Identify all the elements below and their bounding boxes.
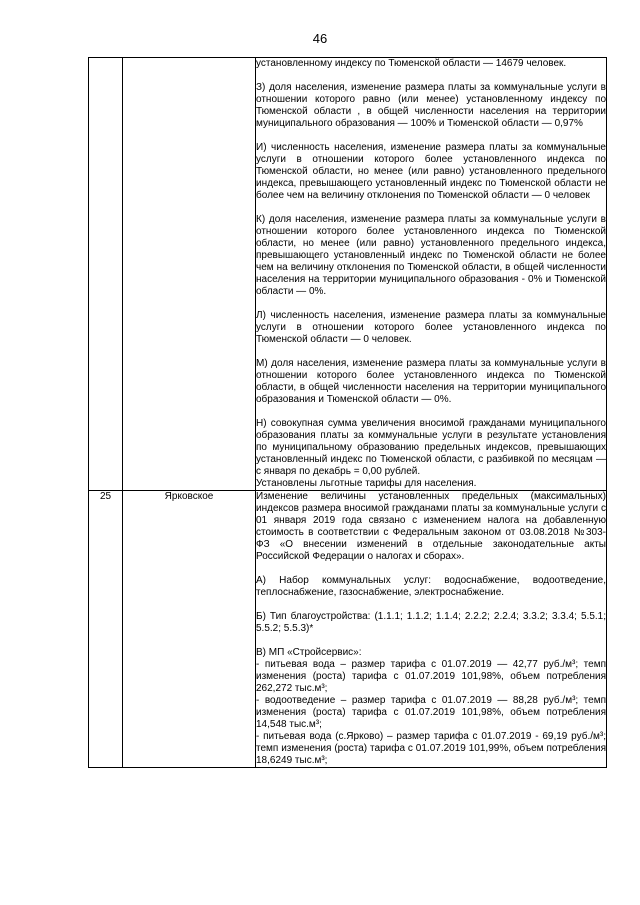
paragraph: В) МП «Стройсервис»:: [256, 647, 362, 658]
spacer: [256, 70, 606, 82]
paragraph: Н) совокупная сумма увеличения вносимой гражданами муниципального образования платы за коммунальные услуги в результате установления по муниципальному образованию предельных индексов, превышающих установленный индекс по Тюменской области, с разбивкой по месяцам — с января по декабрь = 0,00 рублей.: [256, 418, 606, 477]
spacer: [256, 406, 606, 418]
description-cell: [256, 58, 607, 491]
table-row: [89, 491, 607, 768]
paragraph: И) численность населения, изменение размера платы за коммунальные услуги в отношении которого более установленного индекса по Тюменской области, но менее (или равно) установленного предельного индекса, превышающего установленный индекс по Тюменской области не более чем на величину отклонения по Тюменской области — 0 человек: [256, 142, 606, 201]
spacer: [256, 202, 606, 214]
spacer: [256, 563, 606, 575]
paragraph: Б) Тип благоустройства: (1.1.1; 1.1.2; 1.1.4; 2.2.2; 2.2.4; 3.3.2; 3.3.4; 5.5.1; 5.5.2; 5.5.3)*: [256, 611, 606, 634]
row-number-cell: [89, 58, 123, 491]
paragraph: Установлены льготные тарифы для населения.: [256, 478, 477, 489]
paragraph: З) доля населения, изменение размера платы за коммунальные услуги в отношении которого равно (или менее) установленному индексу по Тюменской области , в общей численности населения на территории муниципального образования — 100% и Тюменской области — 0,97%: [256, 82, 606, 129]
paragraph: Л) численность населения, изменение размера платы за коммунальные услуги в отношении которого более установленного индекса по Тюменской области — 0 человек.: [256, 310, 606, 345]
paragraph: К) доля населения, изменение размера платы за коммунальные услуги в отношении которого более установленного индекса по Тюменской области, но менее (или равно) установленного предельного индекса, превышающего установленный индекс по Тюменской области не более чем на величину отклонения по Тюменской области, в общей численности населения на территории муниципального образования - 0% и Тюменской области — 0%.: [256, 214, 606, 297]
paragraph: М) доля населения, изменение размера платы за коммунальные услуги в отношении которого более установленного индекса по Тюменской области, в общей численности населения на территории муниципального образования и Тюменской области — 0%.: [256, 358, 606, 405]
paragraph: А) Набор коммунальных услуг: водоснабжение, водоотведение, теплоснабжение, газоснабжение, электроснабжение.: [256, 575, 606, 598]
spacer: [256, 635, 606, 647]
paragraph: - питьевая вода (с.Ярково) – размер тарифа с 01.07.2019 - 69,19 руб./м³; темп изменения (роста) тарифа с 01.07.2019 101,99%, объем потребления 18,6249 тыс.м³;: [256, 731, 606, 766]
paragraph: Изменение величины установленных предельных (максимальных) индексов размера вносимой гражданами платы за коммунальные услуги с 01 января 2019 года связано с изменением налога на добавленную стоимость в соответствии с Федеральным законом от 03.08.2018 №303-ФЗ «О внесении изменений в отдельные законодательные акты Российской Федерации о налогах и сборах».: [256, 491, 606, 562]
paragraph: - питьевая вода – размер тарифа с 01.07.2019 — 42,77 руб./м³; темп изменения (роста) тарифа с 01.07.2019 101,98%, объем потребления 262,272 тыс.м³;: [256, 659, 606, 694]
paragraph: установленному индексу по Тюменской области — 14679 человек.: [256, 58, 567, 69]
paragraph: - водоотведение – размер тарифа с 01.07.2019 — 88,28 руб./м³; темп изменения (роста) тарифа с 01.07.2019 101,98%, объем потребления 14,548 тыс.м³;: [256, 695, 606, 730]
spacer: [256, 346, 606, 358]
municipality-cell: Ярковское: [123, 491, 256, 768]
spacer: [256, 599, 606, 611]
spacer: [256, 130, 606, 142]
document-table: [88, 57, 607, 768]
municipality-cell: [123, 58, 256, 491]
page-number: 46: [312, 31, 328, 46]
spacer: [256, 298, 606, 310]
table-row: [89, 58, 607, 491]
description-cell: [256, 491, 607, 768]
row-number-cell: 25: [89, 491, 123, 768]
